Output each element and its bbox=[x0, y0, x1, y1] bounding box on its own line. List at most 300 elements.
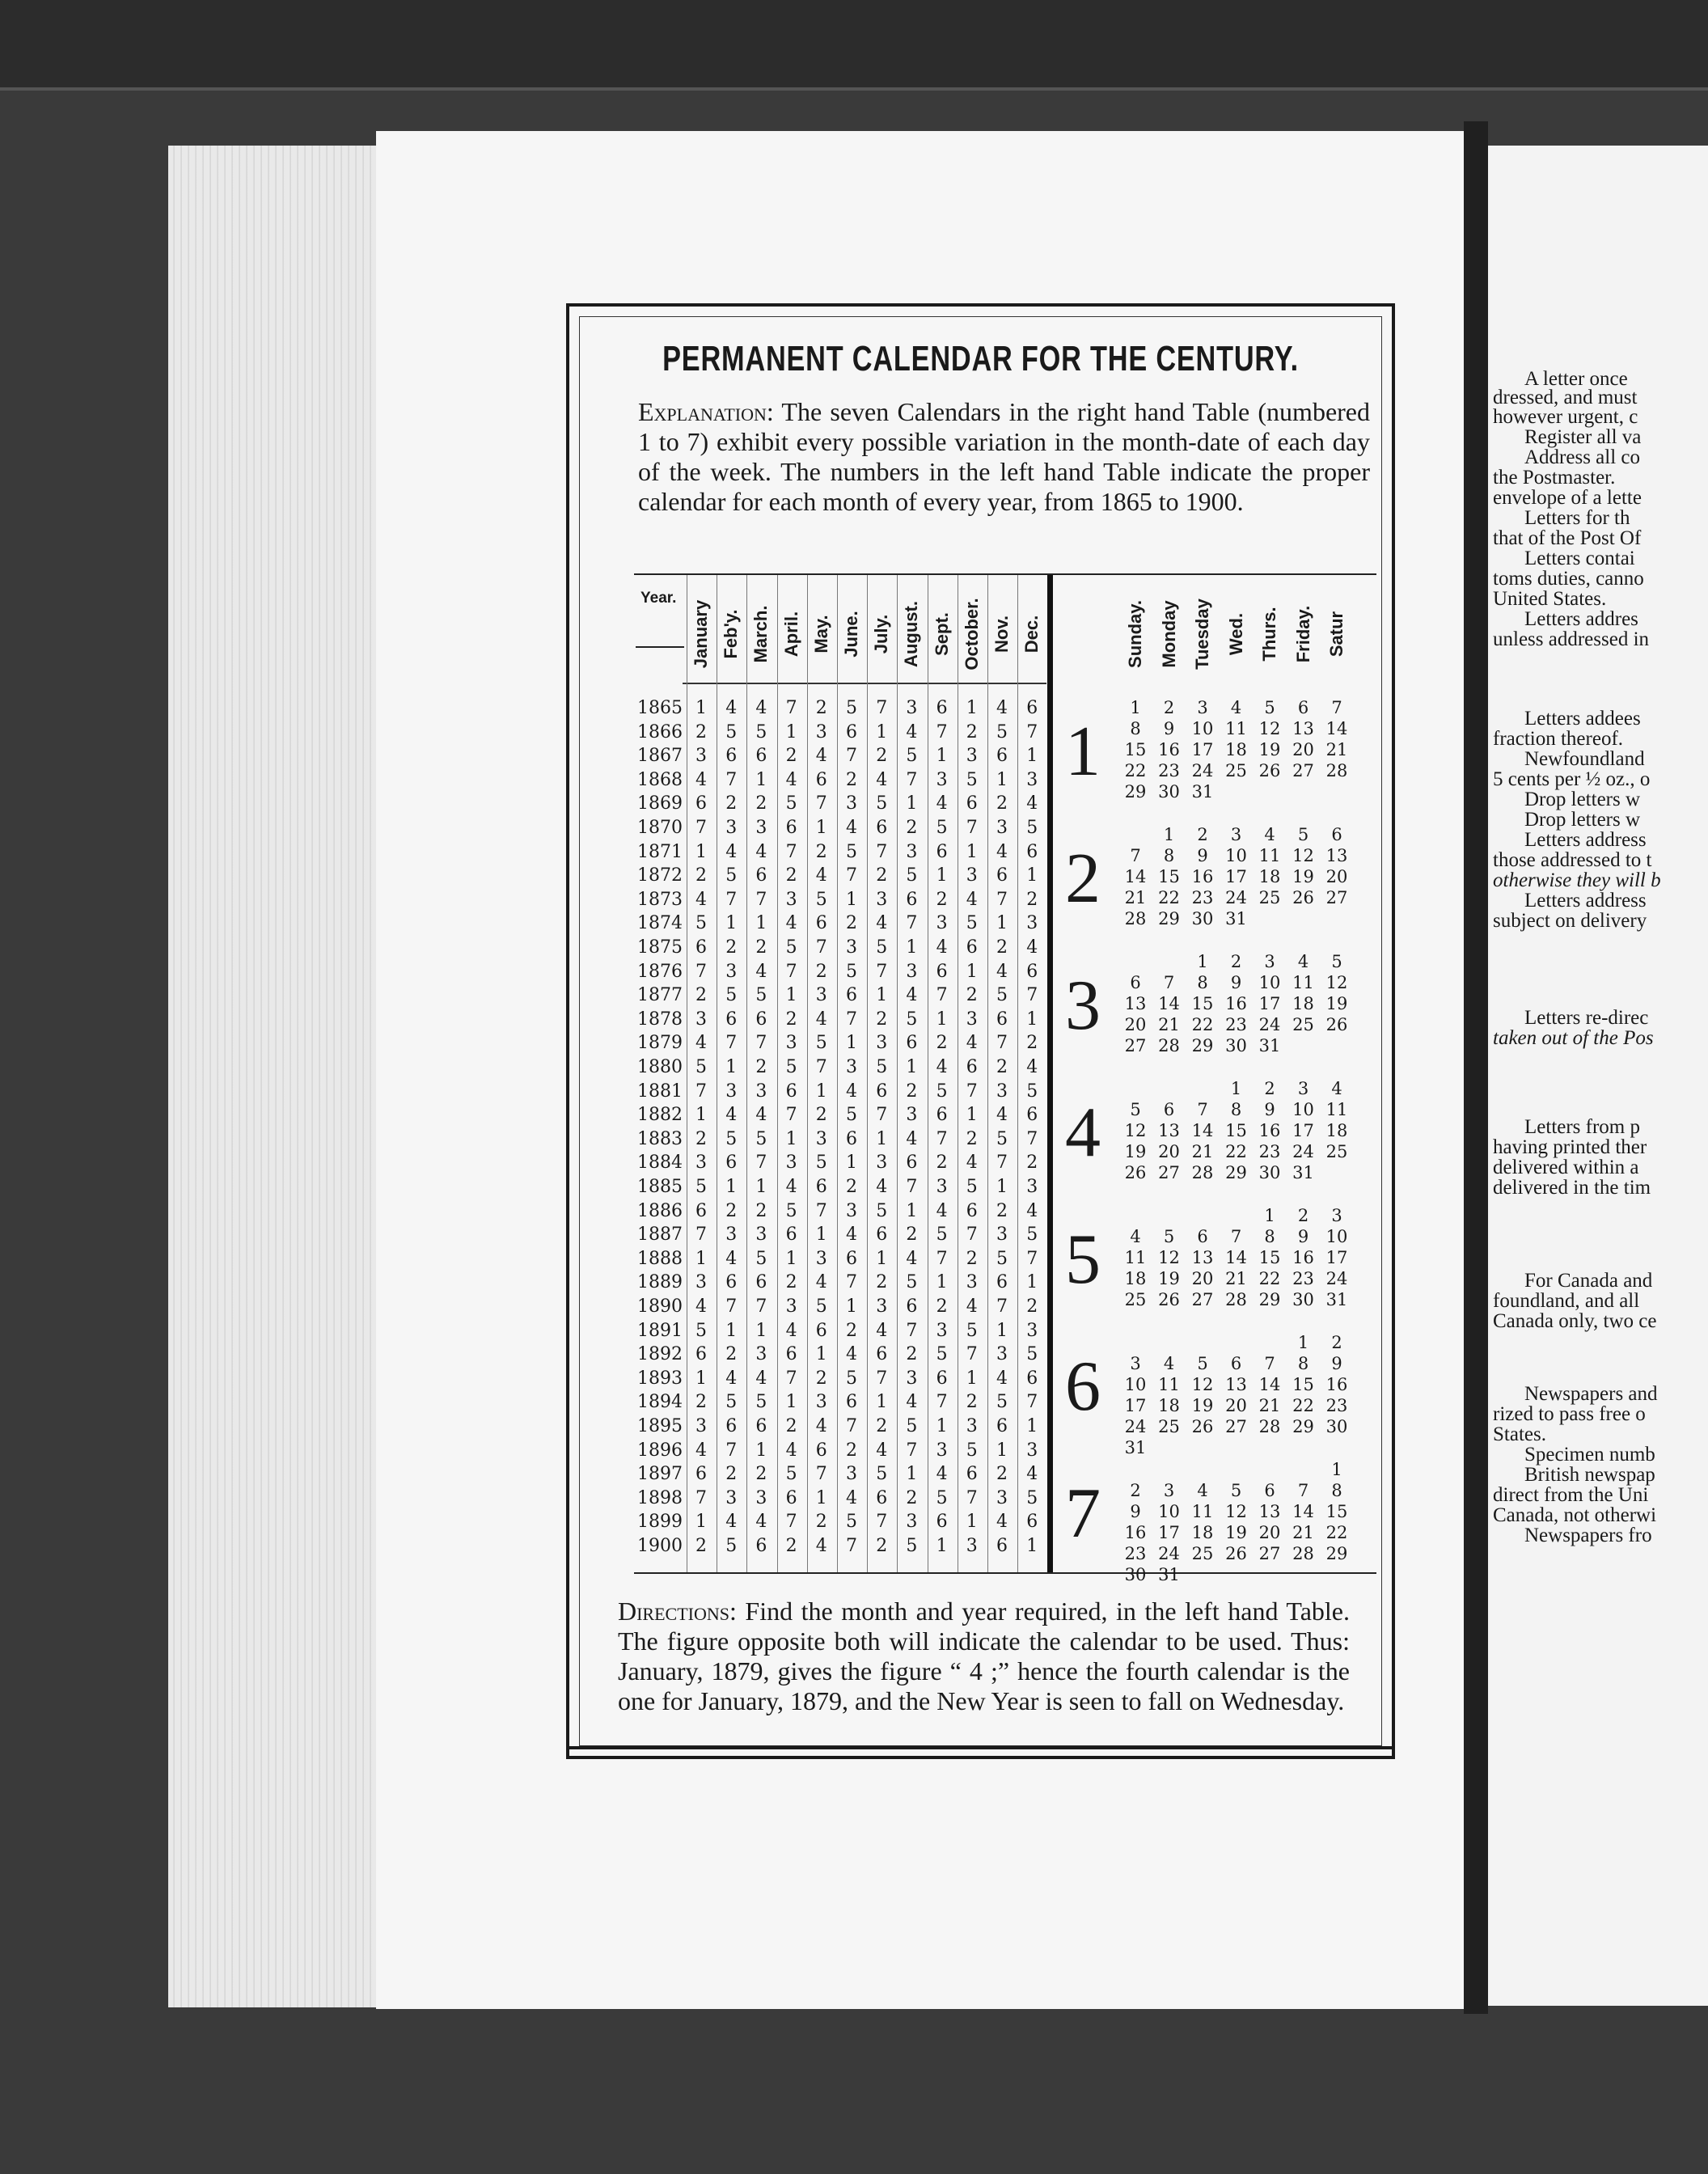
calendar-day-cell: 25 bbox=[1258, 888, 1281, 907]
calendar-index-cell: 4 bbox=[966, 889, 978, 910]
calendar-index-cell: 2 bbox=[936, 1153, 948, 1174]
calendar-day-cell: 12 bbox=[1158, 1248, 1180, 1267]
calendar-day-cell: 15 bbox=[1292, 1375, 1314, 1394]
calendar-index-cell: 4 bbox=[906, 1128, 918, 1149]
calendar-day-cell: 15 bbox=[1325, 1502, 1348, 1521]
calendar-day-cell: 1 bbox=[1331, 1460, 1342, 1479]
calendar-index-cell: 3 bbox=[725, 1224, 738, 1246]
calendar-day-cell: 31 bbox=[1258, 1036, 1281, 1055]
year-cell: 1898 bbox=[637, 1487, 683, 1508]
month-header bbox=[687, 586, 716, 683]
calendar-day-cell: 22 bbox=[1292, 1396, 1314, 1415]
calendar-index-cell: 2 bbox=[876, 865, 888, 886]
calendar-day-cell: 1 bbox=[1230, 1079, 1242, 1098]
year-cell: 1883 bbox=[637, 1128, 683, 1149]
calendar-day-cell: 22 bbox=[1258, 1269, 1281, 1288]
calendar-index-cell: 1 bbox=[876, 1392, 888, 1413]
calendar-index-cell: 7 bbox=[755, 1033, 767, 1054]
calendar-index-cell: 3 bbox=[755, 1344, 767, 1365]
calendar-day-cell: 2 bbox=[1230, 952, 1242, 971]
calendar-day-cell: 7 bbox=[1264, 1354, 1275, 1373]
calendar-index-cell: 1 bbox=[996, 1177, 1008, 1197]
calendar-index-cell: 1 bbox=[876, 985, 888, 1006]
calendar-index-cell: 7 bbox=[1026, 985, 1038, 1006]
calendar-day-cell: 13 bbox=[1258, 1502, 1281, 1521]
calendar-index-cell: 1 bbox=[785, 985, 797, 1006]
calendar-day-cell: 31 bbox=[1292, 1163, 1314, 1182]
calendar-index-cell: 4 bbox=[815, 1536, 827, 1556]
calendar-index-cell: 4 bbox=[876, 1177, 888, 1197]
calendar-day-cell: 3 bbox=[1264, 952, 1275, 971]
calendar-day-cell: 30 bbox=[1158, 782, 1180, 802]
calendar-index-cell: 4 bbox=[906, 721, 918, 742]
calendar-index-cell: 3 bbox=[876, 1296, 888, 1317]
month-header-label: June. bbox=[841, 611, 861, 658]
calendar-index-cell: 1 bbox=[966, 1368, 978, 1389]
calendar-index-cell: 5 bbox=[846, 961, 857, 982]
right-page-text-line: Newspapers and bbox=[1524, 1383, 1658, 1405]
right-page-text-line: Letters address bbox=[1524, 890, 1647, 911]
calendar-day-cell: 21 bbox=[1124, 888, 1147, 907]
right-page-text-line: rized to pass free o bbox=[1493, 1403, 1646, 1425]
calendar-day-cell: 23 bbox=[1191, 888, 1214, 907]
calendar-index-cell: 1 bbox=[1026, 865, 1038, 886]
calendar-day-cell: 10 bbox=[1225, 846, 1247, 865]
calendar-day-cell: 7 bbox=[1297, 1481, 1309, 1500]
calendar-index-cell: 4 bbox=[906, 985, 918, 1006]
calendar-index-cell: 7 bbox=[966, 1487, 978, 1508]
calendar-day-cell: 14 bbox=[1258, 1375, 1281, 1394]
calendar-day-cell: 8 bbox=[1297, 1354, 1309, 1373]
calendar-index-cell: 4 bbox=[725, 1368, 738, 1389]
calendar-index-cell: 6 bbox=[815, 913, 827, 934]
calendar-index-cell: 3 bbox=[906, 1368, 918, 1389]
calendar-index-cell: 5 bbox=[906, 1416, 918, 1436]
right-page-text-line: Letters from p bbox=[1524, 1116, 1641, 1138]
calendar-day-cell: 6 bbox=[1264, 1481, 1275, 1500]
calendar-index-cell: 7 bbox=[785, 1368, 797, 1389]
calendar-day-cell: 23 bbox=[1258, 1142, 1281, 1161]
calendar-index-cell: 6 bbox=[996, 746, 1008, 767]
year-cell: 1900 bbox=[637, 1536, 683, 1556]
year-cell: 1878 bbox=[637, 1009, 683, 1030]
calendar-day-cell: 2 bbox=[1297, 1206, 1309, 1225]
calendar-day-cell: 17 bbox=[1158, 1523, 1180, 1542]
calendar-index-cell: 5 bbox=[695, 1057, 707, 1077]
calendar-day-cell: 18 bbox=[1124, 1269, 1147, 1288]
calendar-day-cell: 4 bbox=[1331, 1079, 1342, 1098]
calendar-index-cell: 6 bbox=[936, 961, 948, 982]
right-page-text-line: British newspap bbox=[1524, 1464, 1655, 1486]
calendar-index-cell: 6 bbox=[966, 1200, 978, 1221]
right-page-text-line: Drop letters w bbox=[1524, 809, 1641, 831]
calendar-index-cell: 3 bbox=[936, 913, 948, 934]
calendar-index-cell: 3 bbox=[846, 793, 857, 814]
calendar-day-cell: 18 bbox=[1292, 994, 1314, 1013]
calendar-index-cell: 6 bbox=[936, 1368, 948, 1389]
calendar-index-cell: 5 bbox=[815, 1033, 827, 1054]
calendar-index-cell: 3 bbox=[695, 1272, 707, 1293]
calendar-day-cell: 11 bbox=[1225, 719, 1247, 738]
calendar-index-cell: 5 bbox=[936, 1081, 948, 1102]
calendar-day-cell: 25 bbox=[1292, 1015, 1314, 1034]
calendar-day-cell: 15 bbox=[1124, 740, 1147, 759]
calendar-index-cell: 3 bbox=[815, 1248, 827, 1269]
calendar-index-cell: 4 bbox=[936, 937, 948, 958]
calendar-index-cell: 2 bbox=[755, 793, 767, 814]
calendar-index-cell: 1 bbox=[966, 841, 978, 862]
year-cell: 1881 bbox=[637, 1081, 683, 1102]
calendar-day-cell: 4 bbox=[1197, 1481, 1208, 1500]
calendar-index-cell: 3 bbox=[846, 1464, 857, 1485]
calendar-index-cell: 2 bbox=[906, 1344, 918, 1365]
calendar-index-cell: 2 bbox=[876, 1536, 888, 1556]
calendar-index-cell: 2 bbox=[876, 1009, 888, 1030]
calendar-index-cell: 5 bbox=[966, 1177, 978, 1197]
month-header bbox=[777, 586, 806, 683]
calendar-index-cell: 6 bbox=[846, 1248, 857, 1269]
calendar-index-cell: 3 bbox=[785, 889, 797, 910]
calendar-index-cell: 7 bbox=[815, 1057, 827, 1077]
calendar-index-cell: 3 bbox=[755, 1081, 767, 1102]
calendar-day-cell: 26 bbox=[1191, 1417, 1214, 1436]
calendar-index-cell: 1 bbox=[1026, 1416, 1038, 1436]
calendar-index-cell: 4 bbox=[906, 1392, 918, 1413]
calendar-index-cell: 4 bbox=[996, 841, 1008, 862]
calendar-index-cell: 4 bbox=[1026, 793, 1038, 814]
calendar-index-cell: 4 bbox=[996, 1105, 1008, 1126]
month-header-rule bbox=[683, 683, 1046, 684]
calendar-index-cell: 6 bbox=[996, 1416, 1008, 1436]
calendar-day-cell: 28 bbox=[1225, 1290, 1247, 1309]
calendar-day-cell: 11 bbox=[1258, 846, 1281, 865]
calendar-day-cell: 13 bbox=[1292, 719, 1314, 738]
day-header bbox=[1186, 582, 1219, 687]
calendar-day-cell: 23 bbox=[1225, 1015, 1247, 1034]
directions-paragraph bbox=[618, 1597, 1350, 1716]
calendar-index-cell: 2 bbox=[966, 985, 978, 1006]
calendar-day-cell: 10 bbox=[1158, 1502, 1180, 1521]
calendar-day-cell: 17 bbox=[1258, 994, 1281, 1013]
calendar-index-cell: 1 bbox=[725, 1057, 738, 1077]
calendar-day-cell: 9 bbox=[1197, 846, 1208, 865]
calendar-index-cell: 2 bbox=[846, 1440, 857, 1461]
calendar-index-cell: 1 bbox=[876, 1128, 888, 1149]
calendar-index-cell: 2 bbox=[906, 1487, 918, 1508]
calendar-day-cell: 30 bbox=[1325, 1417, 1348, 1436]
calendar-index-cell: 4 bbox=[725, 1512, 738, 1533]
calendar-index-cell: 3 bbox=[996, 818, 1008, 838]
calendar-day-cell: 5 bbox=[1264, 698, 1275, 717]
year-cell: 1891 bbox=[637, 1320, 683, 1341]
calendar-index-cell: 3 bbox=[966, 1416, 978, 1436]
calendar-index-cell: 6 bbox=[785, 1224, 797, 1246]
calendar-number: 3 bbox=[1065, 966, 1101, 1045]
calendar-index-cell: 6 bbox=[695, 1344, 707, 1365]
calendar-index-cell: 2 bbox=[815, 1512, 827, 1533]
right-page-text-line: otherwise they will b bbox=[1493, 869, 1661, 891]
right-page-text-line: Drop letters w bbox=[1524, 789, 1641, 810]
calendar-index-cell: 4 bbox=[846, 1081, 857, 1102]
calendar-day-cell: 31 bbox=[1158, 1565, 1180, 1584]
calendar-index-cell: 1 bbox=[695, 1105, 707, 1126]
calendar-index-cell: 6 bbox=[755, 1009, 767, 1030]
calendar-index-cell: 6 bbox=[725, 1272, 738, 1293]
year-cell: 1875 bbox=[637, 937, 683, 958]
calendar-day-cell: 19 bbox=[1292, 867, 1314, 886]
calendar-day-cell: 19 bbox=[1258, 740, 1281, 759]
calendar-index-cell: 3 bbox=[695, 1416, 707, 1436]
month-header-label: July. bbox=[871, 614, 892, 654]
calendar-day-cell: 13 bbox=[1124, 994, 1147, 1013]
year-cell: 1882 bbox=[637, 1105, 683, 1126]
calendar-index-cell: 6 bbox=[936, 698, 948, 718]
calendar-number: 1 bbox=[1065, 713, 1101, 791]
calendar-index-cell: 5 bbox=[936, 1487, 948, 1508]
calendar-index-cell: 6 bbox=[695, 793, 707, 814]
calendar-index-cell: 7 bbox=[966, 1224, 978, 1246]
calendar-day-cell: 4 bbox=[1230, 698, 1242, 717]
calendar-index-cell: 5 bbox=[906, 1272, 918, 1293]
calendar-index-cell: 3 bbox=[725, 961, 738, 982]
calendar-day-cell: 30 bbox=[1124, 1565, 1147, 1584]
calendar-index-cell: 3 bbox=[695, 1009, 707, 1030]
calendar-day-cell: 31 bbox=[1325, 1290, 1348, 1309]
calendar-index-cell: 7 bbox=[755, 889, 767, 910]
right-page-text-line: taken out of the Pos bbox=[1493, 1027, 1654, 1049]
calendar-day-cell: 6 bbox=[1230, 1354, 1242, 1373]
calendar-index-cell: 5 bbox=[876, 1464, 888, 1485]
month-header bbox=[1017, 586, 1046, 683]
calendar-index-cell: 2 bbox=[966, 1392, 978, 1413]
calendar-index-cell: 2 bbox=[695, 1536, 707, 1556]
month-header bbox=[717, 586, 746, 683]
calendar-index-cell: 7 bbox=[936, 1392, 948, 1413]
calendar-index-cell: 6 bbox=[785, 818, 797, 838]
calendar-day-cell: 23 bbox=[1124, 1544, 1147, 1563]
calendar-index-cell: 3 bbox=[876, 889, 888, 910]
calendar-index-cell: 7 bbox=[996, 889, 1008, 910]
calendar-day-cell: 2 bbox=[1130, 1481, 1141, 1500]
year-cell: 1894 bbox=[637, 1392, 683, 1413]
calendar-index-cell: 3 bbox=[906, 961, 918, 982]
calendar-index-cell: 2 bbox=[755, 1464, 767, 1485]
calendar-day-cell: 16 bbox=[1225, 994, 1247, 1013]
calendar-index-cell: 3 bbox=[1026, 1440, 1038, 1461]
year-cell: 1895 bbox=[637, 1416, 683, 1436]
calendar-index-cell: 2 bbox=[1026, 1153, 1038, 1174]
calendar-index-cell: 2 bbox=[815, 1105, 827, 1126]
day-header-label: Monday bbox=[1158, 600, 1179, 668]
year-cell: 1885 bbox=[637, 1177, 683, 1197]
calendar-index-cell: 5 bbox=[695, 913, 707, 934]
calendar-index-cell: 6 bbox=[966, 1057, 978, 1077]
calendar-index-cell: 2 bbox=[996, 937, 1008, 958]
calendar-index-cell: 5 bbox=[846, 1512, 857, 1533]
calendar-index-cell: 4 bbox=[996, 961, 1008, 982]
calendar-day-cell: 21 bbox=[1292, 1523, 1314, 1542]
calendar-index-cell: 5 bbox=[966, 1320, 978, 1341]
calendar-day-cell: 31 bbox=[1124, 1438, 1147, 1457]
year-cell: 1889 bbox=[637, 1272, 683, 1293]
calendar-day-cell: 22 bbox=[1191, 1015, 1214, 1034]
calendar-index-cell: 1 bbox=[936, 1272, 948, 1293]
calendar-index-cell: 5 bbox=[906, 1009, 918, 1030]
calendar-index-cell: 6 bbox=[725, 746, 738, 767]
calendar-index-cell: 2 bbox=[1026, 1296, 1038, 1317]
calendar-day-cell: 27 bbox=[1325, 888, 1348, 907]
right-page-text-line: Letters contai bbox=[1524, 548, 1635, 569]
calendar-day-cell: 27 bbox=[1292, 761, 1314, 780]
calendar-index-cell: 6 bbox=[996, 865, 1008, 886]
calendar-day-cell: 14 bbox=[1225, 1248, 1247, 1267]
calendar-index-cell: 6 bbox=[815, 1177, 827, 1197]
calendar-index-cell: 5 bbox=[906, 1536, 918, 1556]
calendar-index-cell: 6 bbox=[725, 1153, 738, 1174]
calendar-day-cell: 26 bbox=[1325, 1015, 1348, 1034]
calendar-index-cell: 2 bbox=[785, 1009, 797, 1030]
calendar-index-cell: 7 bbox=[906, 1320, 918, 1341]
calendar-number: 5 bbox=[1065, 1220, 1101, 1299]
calendar-day-cell: 5 bbox=[1197, 1354, 1208, 1373]
calendar-day-cell: 29 bbox=[1325, 1544, 1348, 1563]
calendar-title: PERMANENT CALENDAR FOR THE CENTURY. bbox=[662, 339, 1299, 379]
calendar-index-cell: 7 bbox=[846, 746, 857, 767]
calendar-index-cell: 6 bbox=[906, 1296, 918, 1317]
calendar-index-cell: 5 bbox=[725, 985, 738, 1006]
calendar-index-cell: 2 bbox=[1026, 1033, 1038, 1054]
calendar-index-cell: 3 bbox=[815, 985, 827, 1006]
calendar-index-cell: 7 bbox=[906, 1440, 918, 1461]
year-cell: 1897 bbox=[637, 1464, 683, 1485]
calendar-index-cell: 7 bbox=[815, 937, 827, 958]
calendar-day-cell: 21 bbox=[1191, 1142, 1214, 1161]
day-header-label: Satur bbox=[1326, 611, 1347, 658]
calendar-index-cell: 3 bbox=[846, 1057, 857, 1077]
calendar-index-cell: 1 bbox=[1026, 1009, 1038, 1030]
calendar-index-cell: 3 bbox=[966, 865, 978, 886]
calendar-index-cell: 4 bbox=[755, 1105, 767, 1126]
year-cell: 1874 bbox=[637, 913, 683, 934]
calendar-index-cell: 6 bbox=[906, 1153, 918, 1174]
calendar-day-cell: 19 bbox=[1158, 1269, 1180, 1288]
day-header bbox=[1254, 582, 1286, 687]
calendar-index-cell: 2 bbox=[725, 1344, 738, 1365]
calendar-index-cell: 5 bbox=[936, 818, 948, 838]
calendar-index-cell: 5 bbox=[785, 1464, 797, 1485]
calendar-index-cell: 6 bbox=[906, 1033, 918, 1054]
calendar-index-cell: 4 bbox=[1026, 937, 1038, 958]
calendar-day-cell: 3 bbox=[1163, 1481, 1175, 1500]
calendar-day-cell: 11 bbox=[1124, 1248, 1147, 1267]
calendar-index-cell: 7 bbox=[996, 1153, 1008, 1174]
calendar-day-cell: 29 bbox=[1292, 1417, 1314, 1436]
calendar-day-cell: 6 bbox=[1130, 973, 1141, 992]
year-cell: 1873 bbox=[637, 889, 683, 910]
calendar-index-cell: 5 bbox=[846, 698, 857, 718]
month-header bbox=[746, 586, 776, 683]
calendar-index-cell: 6 bbox=[695, 1200, 707, 1221]
calendar-index-cell: 4 bbox=[936, 1057, 948, 1077]
calendar-index-cell: 2 bbox=[695, 865, 707, 886]
calendar-index-cell: 7 bbox=[936, 721, 948, 742]
calendar-index-cell: 1 bbox=[996, 1440, 1008, 1461]
calendar-index-cell: 7 bbox=[906, 769, 918, 790]
calendar-index-cell: 5 bbox=[755, 1128, 767, 1149]
calendar-day-cell: 20 bbox=[1158, 1142, 1180, 1161]
calendar-index-cell: 3 bbox=[936, 1320, 948, 1341]
calendar-day-cell: 3 bbox=[1331, 1206, 1342, 1225]
calendar-day-cell: 25 bbox=[1225, 761, 1247, 780]
right-page-text-line: Register all va bbox=[1524, 426, 1642, 448]
calendar-index-cell: 6 bbox=[755, 1536, 767, 1556]
calendar-index-cell: 6 bbox=[846, 1392, 857, 1413]
calendar-index-cell: 1 bbox=[966, 698, 978, 718]
calendar-index-cell: 5 bbox=[785, 793, 797, 814]
calendar-day-cell: 23 bbox=[1158, 761, 1180, 780]
calendar-index-cell: 1 bbox=[906, 793, 918, 814]
calendar-day-cell: 29 bbox=[1158, 909, 1180, 928]
calendar-index-cell: 5 bbox=[815, 889, 827, 910]
calendar-index-cell: 2 bbox=[785, 865, 797, 886]
calendar-index-cell: 2 bbox=[695, 721, 707, 742]
calendar-index-cell: 4 bbox=[966, 1153, 978, 1174]
calendar-index-cell: 4 bbox=[966, 1033, 978, 1054]
year-cell: 1899 bbox=[637, 1512, 683, 1533]
calendar-index-cell: 2 bbox=[785, 1416, 797, 1436]
calendar-index-cell: 6 bbox=[695, 1464, 707, 1485]
calendar-index-cell: 1 bbox=[906, 1200, 918, 1221]
calendar-index-cell: 2 bbox=[846, 769, 857, 790]
right-page-text-line: dressed, and must bbox=[1493, 387, 1638, 408]
calendar-index-cell: 4 bbox=[785, 1440, 797, 1461]
calendar-index-cell: 2 bbox=[785, 746, 797, 767]
calendar-index-cell: 7 bbox=[996, 1033, 1008, 1054]
calendar-index-cell: 3 bbox=[785, 1296, 797, 1317]
calendar-index-cell: 6 bbox=[906, 889, 918, 910]
calendar-index-cell: 1 bbox=[936, 865, 948, 886]
calendar-index-cell: 2 bbox=[725, 1464, 738, 1485]
calendar-index-cell: 4 bbox=[815, 1009, 827, 1030]
calendar-index-cell: 4 bbox=[996, 698, 1008, 718]
calendar-day-cell: 26 bbox=[1258, 761, 1281, 780]
calendar-day-cell: 19 bbox=[1124, 1142, 1147, 1161]
calendar-index-cell: 3 bbox=[846, 937, 857, 958]
calendar-day-cell: 13 bbox=[1325, 846, 1348, 865]
calendar-index-cell: 4 bbox=[725, 1248, 738, 1269]
calendar-index-cell: 1 bbox=[815, 1224, 827, 1246]
day-header bbox=[1321, 582, 1353, 687]
calendar-index-cell: 1 bbox=[695, 1248, 707, 1269]
year-cell: 1866 bbox=[637, 721, 683, 742]
month-header bbox=[867, 586, 896, 683]
calendar-index-cell: 5 bbox=[966, 769, 978, 790]
calendar-index-cell: 6 bbox=[1026, 841, 1038, 862]
calendar-day-cell: 9 bbox=[1297, 1227, 1309, 1246]
calendar-index-cell: 2 bbox=[936, 1296, 948, 1317]
calendar-index-cell: 5 bbox=[755, 1392, 767, 1413]
year-cell: 1872 bbox=[637, 865, 683, 886]
calendar-day-cell: 11 bbox=[1191, 1502, 1214, 1521]
calendar-index-cell: 3 bbox=[996, 1487, 1008, 1508]
calendar-index-cell: 7 bbox=[725, 1440, 738, 1461]
right-page-text-line: Letters addres bbox=[1524, 608, 1638, 630]
calendar-index-cell: 6 bbox=[996, 1009, 1008, 1030]
calendar-day-cell: 27 bbox=[1124, 1036, 1147, 1055]
day-header-label: Friday. bbox=[1292, 605, 1313, 663]
calendar-index-cell: 6 bbox=[755, 746, 767, 767]
calendar-index-cell: 6 bbox=[846, 721, 857, 742]
